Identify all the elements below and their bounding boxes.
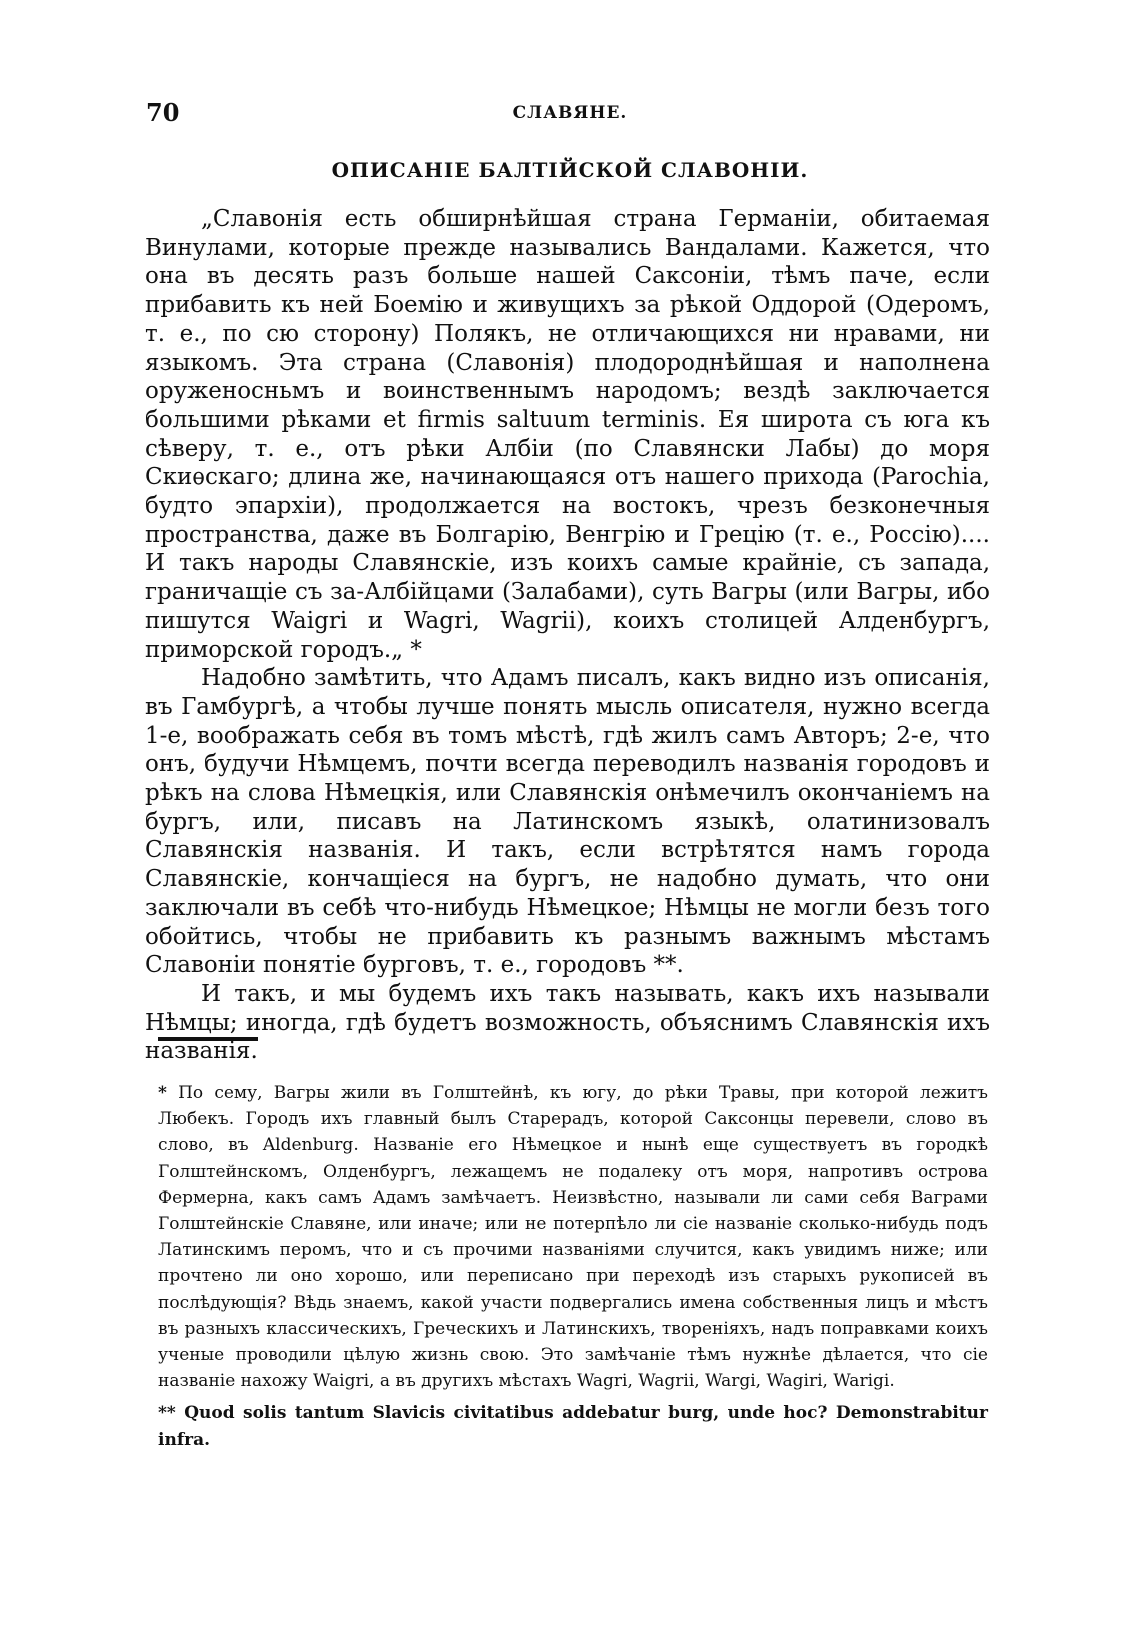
footnote-1-mark: * — [158, 1083, 167, 1103]
page-number: 70 — [146, 98, 180, 127]
closing-paragraph: И такъ, и мы будемъ ихъ такъ называть, какъ ихъ называли Нѣмцы; иногда, гдѣ будетъ возможность, объяснимъ Славянскiя ихъ названiя. — [145, 980, 990, 1065]
footnote-2-mark: ** — [158, 1403, 176, 1424]
footnote-2 — [158, 1400, 988, 1452]
section-title: ОПИСАНIЕ БАЛТIЙСКОЙ СЛАВОНIИ. — [331, 158, 809, 182]
footnote-rule — [158, 1037, 258, 1041]
footnote-1-text: По сему, Вагры жили въ Голштейнѣ, къ югу, до рѣки Травы, при которой лежитъ Любекъ. Городъ ихъ главный былъ Старерадъ, которой Саксонцы перевели, слово въ слово, въ Aldenburg. Названiе его Нѣмецкое и нынѣ еще существуетъ въ городкѣ Голштейнскомъ, Олденбургъ, лежащемъ не подалеку отъ моря, напротивъ острова Фермерна, какъ самъ Адамъ замѣчаетъ. Неизвѣстно, называли ли сами себя Ваграми Голштейнскiе Славяне, или иначе; или не потерпѣло ли сiе названiе сколько-нибудь подъ Латинскимъ перомъ, что и съ прочими названiями случится, какъ увидимъ ниже; или прочтено ли оно хорошо, или переписано при переходѣ изъ старыхъ рукописей въ послѣдующiя? Вѣдь знаемъ, какой участи подвергались имена собственныя лицъ и мѣстъ въ разныхъ классическихъ, Греческихъ и Латинскихъ, творенiяхъ, надъ поправками коихъ ученые проводили цѣлую жизнь свою. Это замѣчанiе тѣмъ нужнѣе дѣлается, что сiе названiе нахожу Waigri, а въ другихъ мѣстахъ Wagri, Wagrii, Wargi, Wagiri, Warigi. — [158, 1083, 989, 1392]
footnote-1 — [158, 1080, 988, 1394]
footnotes — [158, 1080, 988, 1453]
commentary-paragraph: Надобно замѣтить, что Адамъ писалъ, какъ видно изъ описанiя, въ Гамбургѣ, а чтобы лучше понять мысль описателя, нужно всегда 1-е, воображать себя въ томъ мѣстѣ, гдѣ жилъ самъ Авторъ; 2-е, что онъ, будучи Нѣмцемъ, почти всегда переводилъ названiя городовъ и рѣкъ на слова Нѣмецкiя, или Славянскiя онѣмечилъ окончанiемъ на бургъ, или, писавъ на Латинскомъ языкѣ, олатинизовалъ Славянскiя названiя. И такъ, если встрѣтятся намъ города Славянскiе, кончащiеся на бургъ, не надобно думать, что они заключали въ себѣ что-нибудь Нѣмецкое; Нѣмцы не могли безъ того обойтись, чтобы не прибавить къ разнымъ важнымъ мѣстамъ Славонiи понятiе бурговъ, т. е., городовъ **. — [145, 665, 990, 979]
footnote-2-text: Quod solis tantum Slavicis civitatibus addebatur burg, unde hoc? Demonstrabitur infra. — [158, 1403, 988, 1450]
running-head: СЛАВЯНЕ. — [512, 103, 628, 123]
quotation-paragraph: „Славонiя есть обширнѣйшая страна Германiи, обитаемая Винулами, которые прежде назывались Вандалами. Кажется, что она въ десять разъ больше нашей Саксонiи, тѣмъ паче, если прибавить къ ней Боемiю и живущихъ за рѣкой Оддорой (Одеромъ, т. е., по сю сторону) Полякъ, не отличающихся ни нравами, ни языкомъ. Эта страна (Славонiя) плодороднѣйшая и наполнена оруженосньмъ и воинственнымъ народомъ; вездѣ заключается большими рѣками et firmis saltuum terminis. Ея широта съ юга къ сѣверу, т. е., отъ рѣки Албiи (по Славянски Лабы) до моря Скиѳскаго; длина же, начинающаяся отъ нашего прихода (Parochia, будто эпархiи), продолжается на востокъ, чрезъ безконечныя пространства, даже въ Болгарiю, Венгрiю и Грецiю (т. е., Россiю).... И такъ народы Славянскiе, изъ коихъ самые крайнiе, съ запада, граничащiе съ за-Албiйцами (Залабами), суть Вагры (или Вагры, ибо пишутся Waigri и Wagri, Wagrii), коихъ столицей Алденбургъ, приморской городъ.„ * — [145, 206, 990, 663]
body-text — [145, 205, 990, 1066]
